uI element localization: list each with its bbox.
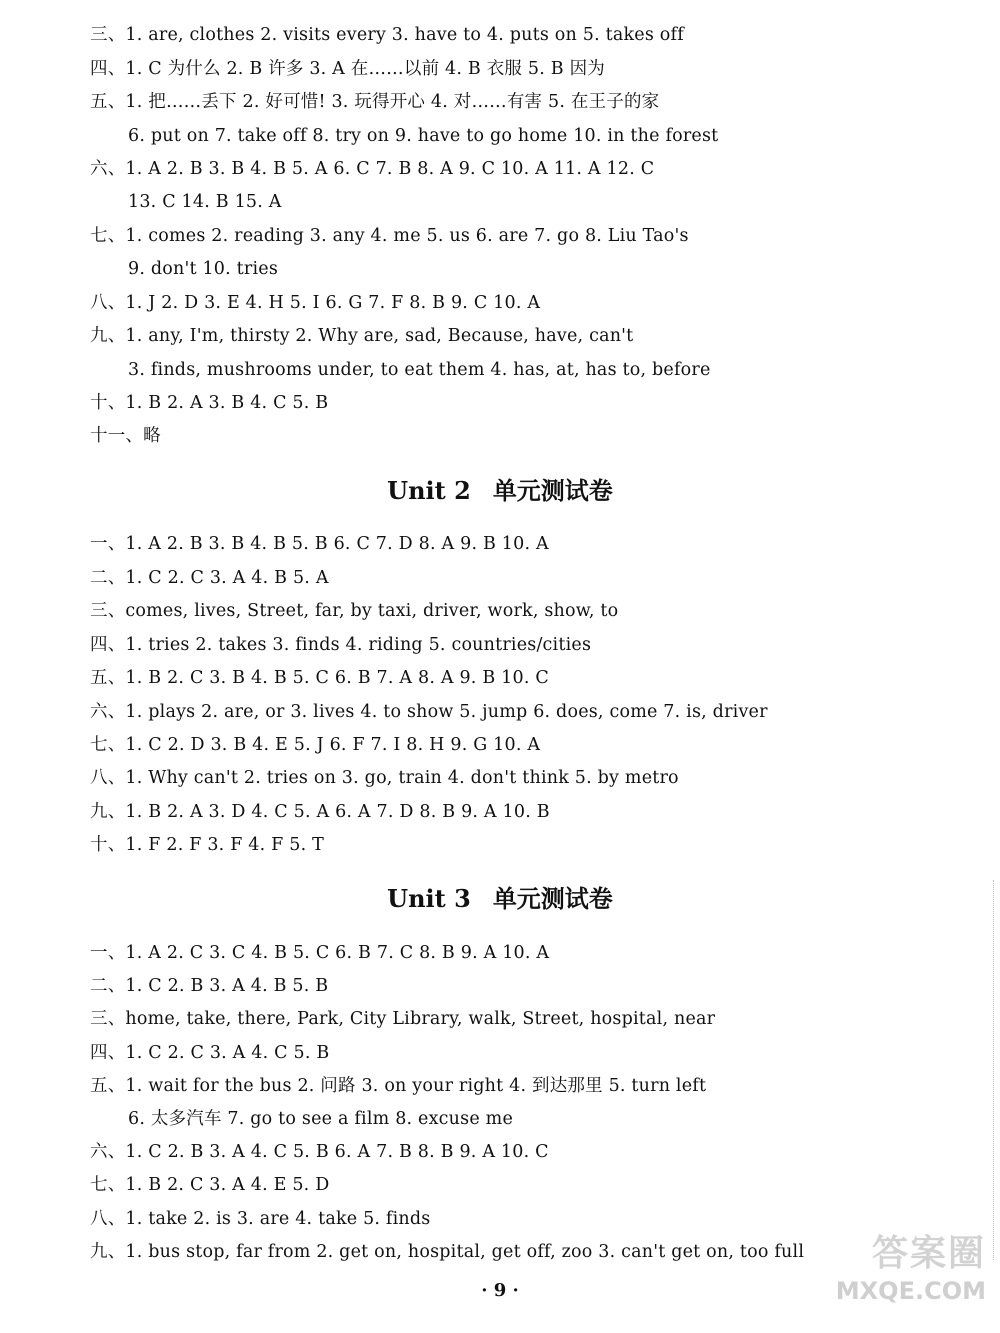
answer-line: 3. finds, mushrooms under, to eat them 4. has, at, has to, before (128, 360, 711, 380)
page-number: · 9 · (481, 1280, 519, 1301)
answer-line: 一、1. A 2. C 3. C 4. B 5. C 6. B 7. C 8. B 9. A 10. A (90, 943, 550, 963)
answer-line: 七、1. C 2. D 3. B 4. E 5. J 6. F 7. I 8. H 9. G 10. A (90, 735, 541, 755)
answer-line: 四、1. C 2. C 3. A 4. C 5. B (90, 1043, 330, 1063)
answer-line: 四、1. C 为什么 2. B 许多 3. A 在……以前 4. B 衣服 5. B 因为 (90, 59, 605, 79)
answer-line: 三、1. are, clothes 2. visits every 3. have to 4. puts on 5. takes off (90, 25, 684, 45)
answer-line: 五、1. 把……丢下 2. 好可惜! 3. 玩得开心 4. 对……有害 5. 在王子的家 (90, 92, 660, 112)
answer-line: 四、1. tries 2. takes 3. finds 4. riding 5. countries/cities (90, 635, 592, 655)
answer-line: 六、1. C 2. B 3. A 4. C 5. B 6. A 7. B 8. B 9. A 10. C (90, 1142, 549, 1162)
answer-line: 六、1. A 2. B 3. B 4. B 5. A 6. C 7. B 8. A 9. C 10. A 11. A 12. C (90, 159, 655, 179)
answer-line: 七、1. comes 2. reading 3. any 4. me 5. us 6. are 7. go 8. Liu Tao's (90, 226, 689, 246)
unit2-title: Unit 2 (387, 476, 471, 505)
unit2-subtitle: 单元测试卷 (492, 476, 613, 505)
answer-line: 五、1. B 2. C 3. B 4. B 5. C 6. B 7. A 8. A 9. B 10. C (90, 668, 549, 688)
unit3-title: Unit 3 (387, 884, 471, 913)
unit2-heading (0, 474, 1000, 508)
answer-line: 八、1. take 2. is 3. are 4. take 5. finds (90, 1209, 431, 1229)
watermark-url: MXQE.COM (835, 1277, 986, 1305)
answer-line: 五、1. wait for the bus 2. 问路 3. on your right 4. 到达那里 5. turn left (90, 1076, 707, 1096)
watermark-brand: 答案圈 (871, 1233, 986, 1274)
answer-line: 九、1. any, I'm, thirsty 2. Why are, sad, Because, have, can't (90, 326, 634, 346)
answer-line: 三、comes, lives, Street, far, by taxi, driver, work, show, to (90, 601, 619, 621)
answer-line: 6. put on 7. take off 8. try on 9. have to go home 10. in the forest (128, 126, 719, 146)
answer-line: 13. C 14. B 15. A (128, 192, 282, 212)
answer-line: 七、1. B 2. C 3. A 4. E 5. D (90, 1175, 330, 1195)
answer-line: 八、1. Why can't 2. tries on 3. go, train 4. don't think 5. by metro (90, 768, 679, 788)
unit3-subtitle: 单元测试卷 (492, 884, 613, 913)
answer-line: 八、1. J 2. D 3. E 4. H 5. I 6. G 7. F 8. B 9. C 10. A (90, 293, 541, 313)
answer-line: 十、1. F 2. F 3. F 4. F 5. T (90, 835, 324, 855)
answer-line: 二、1. C 2. C 3. A 4. B 5. A (90, 568, 329, 588)
answer-line: 一、1. A 2. B 3. B 4. B 5. B 6. C 7. D 8. A 9. B 10. A (90, 534, 549, 554)
answer-line: 六、1. plays 2. are, or 3. lives 4. to show 5. jump 6. does, come 7. is, driver (90, 702, 768, 722)
answer-line: 9. don't 10. tries (128, 259, 279, 279)
answer-line: 6. 太多汽车 7. go to see a film 8. excuse me (128, 1109, 514, 1129)
answer-line: 九、1. B 2. A 3. D 4. C 5. A 6. A 7. D 8. B 9. A 10. B (90, 802, 550, 822)
unit3-heading (0, 882, 1000, 916)
scan-edge-marks (991, 880, 994, 1260)
answer-line: 二、1. C 2. B 3. A 4. B 5. B (90, 976, 329, 996)
answer-line: 十、1. B 2. A 3. B 4. C 5. B (90, 393, 329, 413)
answer-line: 三、home, take, there, Park, City Library, walk, Street, hospital, near (90, 1009, 716, 1029)
watermark-logo (826, 1232, 986, 1322)
answer-line: 九、1. bus stop, far from 2. get on, hospital, get off, zoo 3. can't get on, too full (90, 1242, 805, 1262)
answer-line: 十一、略 (90, 426, 161, 446)
